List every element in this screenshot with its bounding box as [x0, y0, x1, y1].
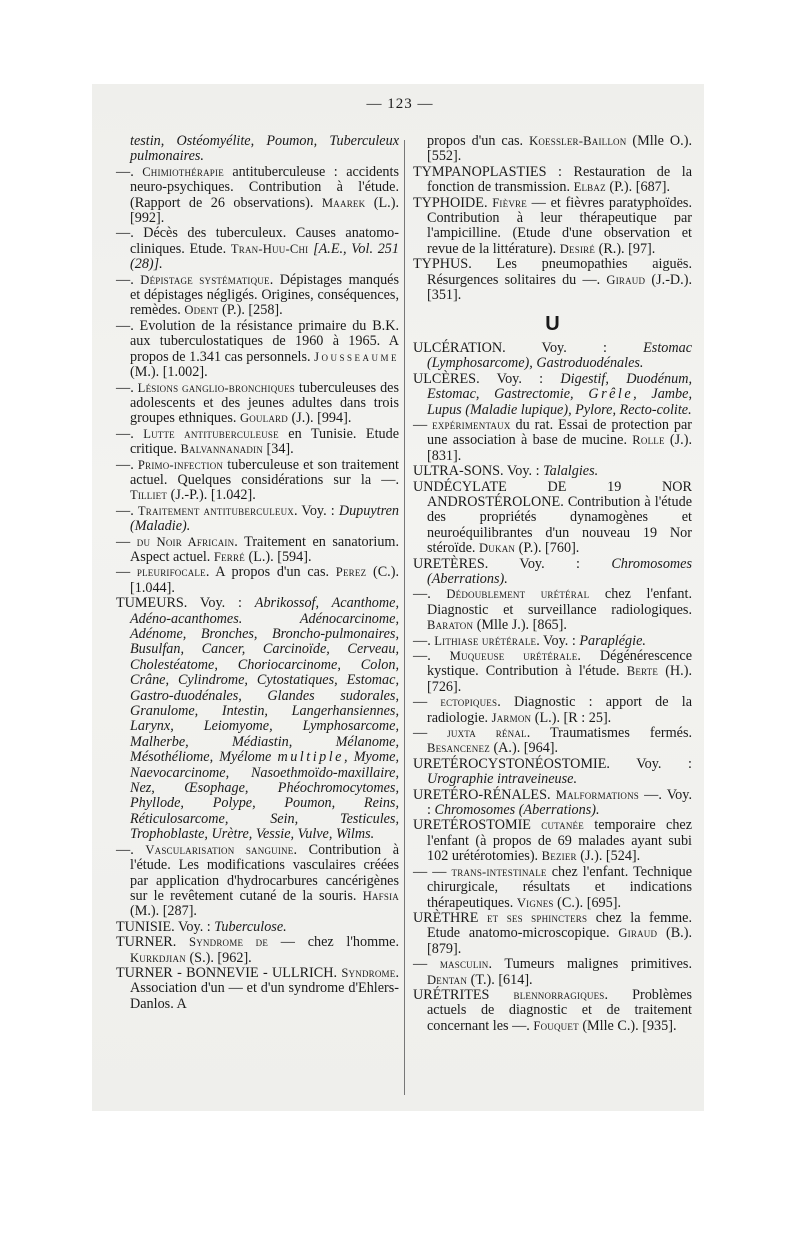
entry-text: Dentan [427, 972, 468, 987]
index-entry [116, 319, 399, 381]
entry-text: Lutte antituberculeuse [143, 426, 279, 441]
index-entry [413, 480, 692, 557]
column-divider [404, 140, 405, 1095]
entry-text: Muqueuse urétérale [449, 649, 578, 663]
entry-text: Malformations [555, 787, 639, 802]
index-entry [413, 587, 692, 633]
entry-text: . Voy. : [183, 595, 255, 612]
entry-text: (P.). [258]. [218, 302, 283, 319]
entry-text [489, 987, 513, 1003]
entry-text: (J.). [994]. [287, 410, 352, 427]
entry-text: Dukan [479, 541, 516, 556]
entry-text: , Myome, Naevocarcinome, Nasoethmoïdo-maxillaire, Nez, Œsophage, Phéochromocytomes, Phyllode, Polype, Poumon, Reins, Réticulosarcome, Sein, Testicules, Trophoblaste, Urètre, Vessie, Vulve, Wilms. [130, 749, 399, 843]
entry-text: . Association d'un — et d'un syndrome d'Ehlers-Danlos. A [130, 964, 399, 1012]
entry-text: testin, Ostéomyélite, Poumon, Tuberculeux pulmonaires. [130, 133, 399, 165]
entry-text: —. [116, 271, 141, 288]
entry-text: (J.-D.). [351]. [427, 271, 692, 304]
entry-text: expérimentaux [432, 417, 511, 432]
index-entry [413, 788, 692, 819]
entry-text: (M.). [287]. [130, 903, 197, 920]
index-entry [116, 381, 399, 427]
entry-text: ULCÉRATION [413, 339, 503, 356]
entry-text: —. [116, 425, 144, 442]
entry-text: [34]. [262, 441, 294, 458]
index-entry [413, 726, 692, 757]
entry-text: . Diagnostic : apport de la radiologie. [427, 694, 692, 726]
entry-text: — [116, 533, 137, 550]
entry-text: —. [413, 586, 447, 603]
entry-text: . Problèmes actuels de diagnostic et de traitement concernant les —. [427, 986, 692, 1034]
index-entry [413, 957, 692, 988]
entry-text: . Voy. : [502, 339, 644, 356]
entry-text: Tran-Huu-Chi [230, 241, 309, 256]
entry-text: —. Voy. : [427, 786, 692, 819]
entry-text: Goulard [239, 411, 288, 426]
index-entry [413, 341, 692, 372]
entry-text: Abrikossof, Acanthome, Adéno-acanthomes. Adénocarcinome, Adénome, Bronches, Broncho-pulmonaires, Busulfan, Cancer, Carcinoïde, Cerveau, Cholestéatome, Choriocarcinome, Colon, Crâne, Cylindrome, Cytostatiques, Estomac, Gastro-duodénales, Glandes sudorales, Granulome, Intestin, Langerhansiennes, Larynx, Leiomyome, Lymphosarcome, Malherbe, Médiastin, Mélanome, Mésothéliome, Myélome [130, 595, 399, 766]
entry-text [531, 817, 541, 833]
entry-text: propos d'un cas. [427, 133, 530, 149]
entry-text: Primo-infection [137, 457, 224, 472]
entry-text: multiple [277, 749, 344, 766]
index-entry [413, 818, 692, 864]
entry-text: —. [413, 648, 450, 664]
entry-text: Perez [335, 565, 367, 580]
entry-text: TURNER [116, 934, 173, 951]
entry-text: Ferré [213, 549, 245, 564]
entry-text: (Mlle O.). [552]. [427, 133, 692, 165]
entry-text: TYPHOIDE [413, 194, 484, 211]
entry-text: (L.). [594]. [244, 548, 312, 565]
entry-text: (L.). [992]. [130, 194, 399, 227]
entry-text: URETÉROSTOMIE [413, 817, 531, 834]
entry-text: . Voy. : [499, 463, 544, 480]
left-column [116, 134, 399, 1012]
entry-text: (J.). [524]. [576, 848, 641, 865]
entry-text: . Voy. : [536, 632, 580, 649]
entry-text: (T.). [614]. [467, 971, 533, 988]
index-entry [413, 911, 692, 957]
entry-text: Urographie intraveineuse. [427, 771, 577, 788]
index-entry [116, 458, 399, 504]
entry-text: , Jambe, Lupus (Maladie lupique), Pylore, Recto-colite. [427, 386, 692, 418]
entry-text: du Noir Africain [136, 534, 235, 549]
index-entry [116, 920, 399, 935]
index-entry [116, 427, 399, 458]
entry-text: . Voy. : [293, 502, 339, 519]
entry-text: — [413, 694, 441, 711]
index-entry [413, 418, 692, 464]
entry-text: et ses sphincters [486, 910, 588, 925]
entry-text: (B.). [879]. [427, 925, 692, 957]
index-entry [116, 273, 399, 319]
entry-text: ectopiques [440, 695, 498, 710]
entry-text: . [483, 194, 493, 211]
entry-text: masculin [439, 957, 489, 972]
entry-text: URETÈRES [413, 555, 485, 572]
entry-text: . Voy. : [171, 918, 215, 935]
entry-text: Digestif, Duodénum, Estomac, Gastrectomie, [427, 370, 692, 403]
entry-text: Dupuytren (Maladie). [130, 502, 399, 535]
entry-text: . Voy. : [606, 755, 692, 772]
entry-text: Baraton [427, 618, 474, 633]
index-entry [413, 695, 692, 726]
entry-text: Tilliet [130, 488, 168, 503]
entry-text: . Voy. : [476, 370, 561, 387]
entry-text: Maarek [321, 195, 366, 210]
entry-text: TURNER - BONNEVIE - ULLRICH [116, 964, 334, 981]
entry-text: (P.). [760]. [515, 540, 580, 557]
index-entry [413, 757, 692, 788]
index-entry [116, 504, 399, 535]
entry-text: URETÉROCYSTONÉOSTOMIE [413, 755, 607, 772]
index-entry [116, 843, 399, 920]
entry-text: Berte [626, 664, 659, 679]
index-entry [413, 257, 692, 303]
entry-text: juxta rénal [447, 726, 527, 741]
entry-text: (H.). [726]. [427, 663, 692, 695]
entry-text: (R.). [97]. [595, 240, 656, 257]
entry-text: Estomac (Lymphosarcome), Gastroduodénales. [427, 339, 692, 372]
index-entry [413, 634, 692, 649]
entry-text: — [116, 564, 137, 581]
entry-text: pleurifocale [136, 565, 206, 580]
entry-text: — chez l'homme. [268, 934, 400, 951]
index-entry [413, 464, 692, 479]
page-number: — 123 — [366, 96, 434, 112]
index-entry [116, 935, 399, 966]
entry-text: —. Décès des tuberculeux. Causes anatomo-cliniques. Etude. [116, 225, 399, 257]
entry-text: : Restauration de la fonction de transmission. [427, 163, 692, 196]
entry-text: —. [116, 502, 138, 519]
index-entry [413, 988, 692, 1034]
entry-text: du rat. Essai de protection par une association à base de mucine. [427, 416, 693, 449]
entry-text: — — [413, 863, 452, 880]
entry-text: Balvannanadin [180, 442, 263, 457]
entry-text: (A.). [964]. [489, 740, 559, 757]
entry-text: Grêle [588, 386, 634, 403]
entry-text: URETÉRO-RÉNALES [413, 786, 547, 803]
entry-text: Besancenez [427, 741, 490, 756]
entry-text: temporaire chez l'enfant (à propos de 69 malades ayant subi 102 urétérotomies). [427, 817, 693, 865]
entry-text: en Tunisie. Etude critique. [130, 425, 399, 458]
entry-text: Giraud [618, 926, 658, 941]
index-entry [413, 165, 692, 196]
entry-text: —. Evolution de la résistance primaire du B.K. aux tuberculostatiques de 1960 à 1965. A propos de 1.341 cas personnels. [116, 317, 399, 365]
entry-text: Kurkdjian [130, 950, 186, 965]
entry-text: Chimiothérapie [142, 164, 224, 179]
entry-text: . Dégénérescence kystique. Contribution à l'étude. [427, 648, 692, 680]
entry-text: [A.E., Vol. 251 (28)]. [130, 240, 399, 273]
entry-text: . Dépistages manqués et dépistages négligés. Origines, conséquences, remèdes. [130, 271, 400, 319]
entry-text: Traitement antituberculeux [137, 503, 294, 518]
entry-text: chez l'enfant. Technique chirurgicale, résultats et indications thérapeutiques. [427, 863, 692, 911]
entry-text: (C.). [695]. [553, 894, 622, 911]
entry-text: Lésions ganglio-bronchiques [137, 380, 295, 395]
entry-text: Rolle [632, 433, 665, 448]
index-entry [413, 557, 692, 588]
entry-text: Bezier [541, 849, 577, 864]
entry-text: TYMPANOPLASTIES [413, 163, 547, 180]
entry-text: — [413, 725, 448, 742]
entry-text: (J.). [831]. [427, 432, 692, 464]
index-entry [116, 596, 399, 843]
entry-text: . A propos d'un cas. [205, 564, 336, 581]
right-column [413, 134, 692, 1034]
entry-text: — [413, 416, 433, 433]
entry-text: (Mlle C.). [935]. [578, 1017, 677, 1034]
entry-text: . [172, 934, 190, 951]
entry-text: (M.). [1.002]. [130, 364, 208, 381]
entry-text: Koessler-Baillon [529, 134, 627, 148]
index-entry [413, 649, 692, 695]
entry-text: Vascularisation sanguine [145, 842, 294, 857]
entry-text: Dédoublement urétéral [446, 587, 590, 602]
index-entry [116, 565, 399, 596]
entry-text: . Contribution à l'étude. Les modifications vasculaires créées par application d'hydrocarbures cancérigènes sur le revêtement cutané de la souris. [130, 841, 400, 904]
entry-text: chez la femme. Etude anatomo-microscopique. [427, 909, 692, 942]
entry-text: . Traumatismes fermés. [526, 725, 693, 742]
entry-text: (S.). [962]. [185, 949, 252, 966]
index-entry [116, 966, 399, 1012]
entry-text: —. [413, 632, 435, 649]
entry-text: Chromosomes (Aberrations). [434, 802, 600, 819]
entry-text: . Tumeurs malignes primitives. [488, 956, 692, 973]
entry-text: ULCÈRES [413, 370, 477, 387]
entry-text: cutanée [541, 818, 584, 833]
entry-text: (L.). [R : 25]. [531, 709, 612, 726]
entry-text: —. [116, 841, 146, 858]
index-entry [413, 865, 692, 911]
entry-text: (J.-P.). [1.042]. [167, 487, 256, 504]
entry-text: . Traitement en sanatorium. Aspect actuel. [130, 533, 399, 565]
entry-text: antituberculeuse : accidents neuro-psychiques. Contribution à l'étude. (Rapport de 26 observations). [130, 163, 399, 211]
entry-text: ULTRA-SONS [413, 463, 500, 480]
entry-text: Jarmon [491, 710, 532, 725]
entry-text: tuberculeuses des adolescents et des jeunes adultes dans trois groupes ethniques. [130, 379, 399, 427]
entry-text: Fouquet [533, 1018, 579, 1033]
entry-text: TYPHUS [413, 256, 469, 273]
entry-text: —. [116, 379, 138, 396]
index-entry [116, 165, 399, 227]
entry-text: Dépistage systématique [140, 272, 270, 287]
entry-text: tuberculeuse et son traitement actuel. Quelques considérations sur la —. [130, 456, 400, 488]
entry-text: —. [116, 163, 143, 180]
entry-text: (C.). [1.044]. [130, 564, 399, 596]
entry-text: Hafsia [362, 888, 399, 903]
entry-text: . [333, 964, 342, 981]
section-letter: U [545, 313, 560, 336]
index-entry [413, 134, 692, 165]
entry-text: blennorragiques [513, 987, 605, 1002]
entry-text: (P.). [687]. [605, 179, 671, 196]
entry-text: Jousseaume [314, 349, 399, 364]
entry-text: . Voy. : [484, 555, 612, 572]
entry-text: Desiré [559, 241, 596, 256]
entry-text: TUMEURS [116, 595, 184, 612]
entry-text: Odent [184, 303, 219, 318]
entry-text [478, 910, 487, 926]
entry-text: — [413, 956, 440, 973]
entry-text: Lithiase urétérale [434, 633, 537, 648]
entry-text: Paraplégie. [579, 632, 646, 649]
entry-text: Fièvre [492, 195, 527, 210]
entry-text: UNDÉCYLATE DE 19 NOR ANDROSTÉROLONE [413, 478, 692, 510]
entry-text: Tuberculose. [214, 918, 287, 935]
entry-text: Vignes [516, 895, 554, 910]
index-entry [116, 134, 399, 165]
entry-text: . Contribution à l'étude des propriétés dynamogènes et neuroéquilibrantes d'un nouveau 19 Nor stéroïde. [427, 493, 692, 557]
index-entry [413, 196, 692, 258]
entry-text: Syndrome de [189, 935, 269, 950]
index-entry [116, 226, 399, 272]
index-entry [116, 535, 399, 566]
entry-text: Elbaz [573, 180, 606, 195]
entry-text: —. [116, 456, 138, 473]
entry-text: Talalgies. [543, 463, 599, 480]
entry-text: trans-intestinale [451, 864, 547, 879]
index-entry [413, 372, 692, 418]
entry-text: chez l'enfant. Diagnostic et surveillance radiologiques. [427, 586, 693, 618]
entry-text: . Les pneumopathies aiguës. Résurgences solitaires du —. [427, 256, 692, 288]
entry-text: — et fièvres paratyphoïdes. Contribution à leur thérapeutique par l'ampicilline. (Etude d'une observation et revue de la littérature). [427, 194, 693, 257]
entry-text: (Mlle J.). [865]. [473, 617, 567, 634]
entry-text: . [547, 786, 556, 803]
entry-text: Chromosomes (Aberrations). [427, 555, 692, 587]
entry-text: Giraud [606, 272, 646, 287]
entry-text: Syndrome [341, 965, 396, 980]
entry-text: URÈTHRE [413, 909, 479, 926]
entry-text: URÉTRITES [413, 986, 490, 1003]
entry-text: TUNISIE [116, 918, 172, 935]
